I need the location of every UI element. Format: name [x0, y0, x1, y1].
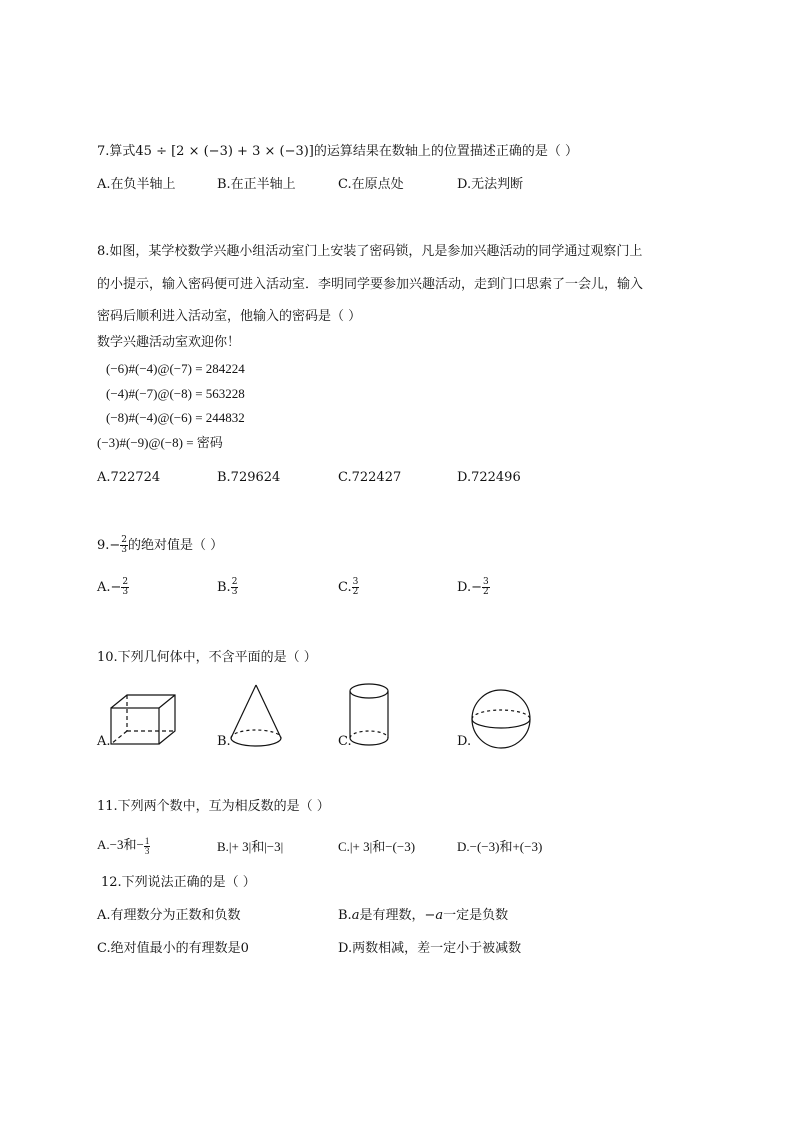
q9-option-c-fraction [352, 578, 360, 597]
q9-stem [97, 536, 223, 555]
q10-option-a[interactable]: A. [97, 734, 111, 749]
q7-option-d[interactable]: D.无法判断 [457, 177, 524, 192]
q9-option-b-fraction [231, 578, 239, 597]
q8-welcome: 数学兴趣活动室欢迎你！ [97, 335, 241, 350]
q11-option-a[interactable] [97, 836, 150, 856]
q9-option-d-label: D.− [457, 580, 482, 595]
q7-option-c[interactable]: C.在原点处 [338, 177, 404, 192]
q9-fraction-numerator: 2 [121, 535, 128, 545]
q8-stem-line-1: 8.如图，某学校数学兴趣小组活动室门上安装了密码锁，凡是参加兴趣活动的同学通过观察门上 [97, 244, 643, 259]
q8-option-d[interactable]: D.722496 [457, 470, 521, 485]
q11-option-a-numerator: 1 [144, 835, 150, 846]
q8-equation-4: (−3)#(−9)@(−8) = 密码 [97, 435, 223, 450]
cuboid-figure [108, 692, 178, 748]
q9-suffix: 的绝对值是（ ） [128, 538, 224, 553]
q12-option-c[interactable]: C.绝对值最小的有理数是0 [97, 941, 249, 956]
q9-fraction [120, 536, 128, 555]
cylinder-figure [348, 682, 392, 748]
q8-equation-1: (−6)#(−4)@(−7) = 284224 [106, 361, 245, 376]
q11-option-b[interactable]: B.|+ 3|和|−3| [217, 839, 284, 854]
q9-option-d[interactable] [457, 578, 490, 597]
q10-stem: 10.下列几何体中，不含平面的是（ ） [97, 650, 317, 665]
q8-option-b[interactable]: B.729624 [217, 470, 281, 485]
q9-option-b-label: B. [217, 580, 231, 595]
q9-option-b[interactable] [217, 578, 238, 597]
q11-option-c[interactable]: C.|+ 3|和−(−3) [338, 839, 416, 854]
q11-option-a-denominator: 3 [144, 845, 150, 856]
q10-option-c[interactable]: C. [338, 734, 352, 749]
q12-option-b-middle: 是有理数，− [359, 908, 436, 923]
q9-option-b-numerator: 2 [231, 577, 238, 587]
q10-option-b[interactable]: B. [217, 734, 231, 749]
q9-fraction-denominator: 3 [121, 545, 128, 555]
q11-stem: 11.下列两个数中，互为相反数的是（ ） [97, 799, 330, 814]
q12-option-b[interactable] [338, 907, 508, 925]
q12-option-b-variable-2: a [435, 908, 444, 923]
q8-equation-3: (−8)#(−4)@(−6) = 244832 [106, 410, 245, 425]
q9-option-c-numerator: 3 [352, 577, 359, 587]
sphere-figure [470, 688, 532, 750]
q12-option-b-label: B. [338, 908, 352, 923]
q9-option-c-label: C. [338, 580, 352, 595]
q7-option-b[interactable]: B.在正半轴上 [217, 177, 296, 192]
q12-option-a[interactable]: A.有理数分为正数和负数 [97, 908, 241, 923]
q9-prefix: 9.− [97, 538, 121, 553]
q9-option-d-denominator: 2 [482, 587, 489, 597]
q9-option-c[interactable] [338, 578, 359, 597]
q7-option-a[interactable]: A.在负半轴上 [97, 177, 176, 192]
q8-option-c[interactable]: C.722427 [338, 470, 402, 485]
cone-figure [228, 683, 284, 749]
q9-option-a-numerator: 2 [122, 577, 129, 587]
q11-option-d[interactable]: D.−(−3)和+(−3) [457, 839, 543, 854]
q8-option-a[interactable]: A.722724 [97, 470, 161, 485]
q10-option-d[interactable]: D. [457, 734, 472, 749]
q8-stem-line-3: 密码后顺利进入活动室，他输入的密码是（ ） [97, 309, 362, 324]
q9-option-d-numerator: 3 [482, 577, 489, 587]
q7-stem: 7.算式45 ÷ [2 × (−3) + 3 × (−3)]的运算结果在数轴上的位置描述正确的是（ ） [97, 144, 579, 159]
q9-option-b-denominator: 3 [231, 587, 238, 597]
q12-option-d[interactable]: D.两数相减，差一定小于被减数 [338, 941, 522, 956]
q12-stem: 12.下列说法正确的是（ ） [101, 875, 256, 890]
q9-option-a-fraction [121, 578, 129, 597]
q8-stem-line-2: 的小提示，输入密码便可进入活动室．李明同学要参加兴趣活动，走到门口思索了一会儿，输入 [97, 277, 644, 292]
q9-option-a-label: A.− [97, 580, 122, 595]
q9-option-a-denominator: 3 [122, 587, 129, 597]
q8-equation-2: (−4)#(−7)@(−8) = 563228 [106, 386, 245, 401]
q9-option-a[interactable] [97, 578, 129, 597]
q11-option-a-label: A.−3和− [97, 837, 144, 852]
q11-option-a-fraction [144, 837, 151, 856]
q9-option-d-fraction [482, 578, 490, 597]
q9-option-c-denominator: 2 [352, 587, 359, 597]
q12-option-b-variable: a [351, 908, 360, 923]
q12-option-b-end: 一定是负数 [443, 908, 509, 923]
